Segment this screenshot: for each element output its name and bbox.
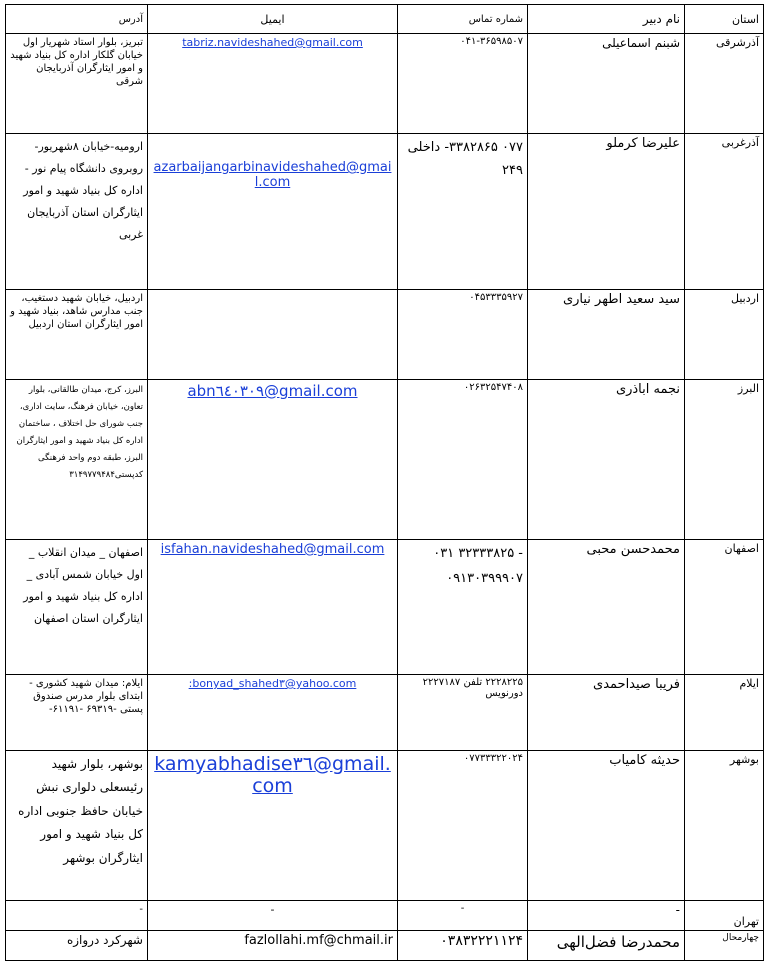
email-cell [148,34,398,134]
table-row [6,751,764,901]
email-cell [148,751,398,901]
phone-cell: ۰۲۶۳۲۵۴۷۴۰۸ [398,380,528,540]
province-cell: تهران [685,901,764,931]
email-cell [148,290,398,380]
phone-cell: ۰۷۷ ۳۳۸۲۸۶۵- داخلی ۲۴۹ [398,134,528,290]
director-cell: علیرضا کرملو [528,134,685,290]
province-cell: اصفهان [685,540,764,675]
header-row [6,5,764,34]
phone-cell: - [398,901,528,931]
email-link[interactable]: kamyabhadise٣٦@gmail.com [154,753,391,797]
address-cell: ایلام: میدان شهید کشوری - ابتدای بلوار مدرس صندوق پستی -۶۹۳۱۹ -۶۱۱۹۱- [6,675,148,751]
province-cell: ایلام [685,675,764,751]
phone-cell: ۲۲۲۸۲۲۵ تلفن ۲۲۲۷۱۸۷ دورنویس [398,675,528,751]
header-email: ایمیل [148,5,398,34]
province-cell: آذرشرقی [685,34,764,134]
director-cell: شبنم اسماعیلی [528,34,685,134]
email-text: fazlollahi.mf@chmail.ir [244,933,393,948]
province-cell: چهارمحال [685,931,764,961]
email-cell [148,675,398,751]
phone-cell: ۰۷۷۳۳۳۲۲۰۲۴ [398,751,528,901]
address-cell: البرز، کرج، میدان طالقانی، بلوار تعاون، خیابان فرهنگ، سایت اداری، جنب شورای حل اختلاف ، ساختمان اداره کل بنیاد شهید و امور ایثارگران البرز، طبقه دوم واحد فرهنگی کدپستی۳۱۴۹۷۷۹۴۸۴ [6,380,148,540]
header-province: استان [685,5,764,34]
address-cell: اردبیل، خیابان شهید دستغیب، جنب مدارس شاهد، بنیاد شهید و امور ایثارگران استان اردبیل [6,290,148,380]
header-phone: شماره تماس [398,5,528,34]
phone-cell: - ۳۲۳۳۳۸۲۵ ۰۳۱ ۰۹۱۳۰۳۹۹۹۰۷ [398,540,528,675]
email-cell [148,540,398,675]
email-cell [148,134,398,290]
phone-cell: ۰۴۵۳۳۳۵۹۲۷ [398,290,528,380]
director-cell: نجمه اباذری [528,380,685,540]
email-cell [148,931,398,961]
email-link[interactable]: abn٦٤٠٣٠٩@gmail.com [187,382,358,400]
director-cell: حدیثه کامیاب [528,751,685,901]
province-cell: آذرغربی [685,134,764,290]
table-row [6,675,764,751]
phone-cell: ۰۳۸۳۲۲۲۱۱۲۴ [398,931,528,961]
email-cell: - [148,901,398,931]
header-address: آدرس [6,5,148,34]
email-cell [148,380,398,540]
table-row [6,540,764,675]
address-cell: تبریز، بلوار استاد شهریار اول خیابان گلکار اداره کل بنیاد شهید و امور ایثارگران آذربایجان شرقی [6,34,148,134]
director-cell: محمدرضا فضل‌الهی [528,931,685,961]
phone-cell: ۰۴۱-۳۶۵۹۸۵۰۷ [398,34,528,134]
table-row [6,34,764,134]
address-cell: بوشهر، بلوار شهید رئیسعلی دلواری نبش خیابان حافظ جنوبی اداره کل بنیاد شهید و امور ایثارگران بوشهر [6,751,148,901]
table-row [6,134,764,290]
table-row [6,380,764,540]
director-cell: فریبا صیداحمدی [528,675,685,751]
header-director: نام دبیر [528,5,685,34]
province-cell: البرز [685,380,764,540]
table-row [6,901,764,931]
director-cell: سید سعید اطهر نیاری [528,290,685,380]
contacts-table [5,4,764,961]
table-row [6,931,764,961]
address-cell: شهرکرد دروازه [6,931,148,961]
address-cell: ارومیه-خیابان ۸شهریور-روبروی دانشگاه پیام نور - اداره کل بنیاد شهید و امور ایثارگران استان آذربایجان غربی [6,134,148,290]
email-link[interactable]: tabriz.navideshahed@gmail.com [182,36,363,49]
director-cell: محمدحسن محبی [528,540,685,675]
address-cell: - [6,901,148,931]
director-cell: - [528,901,685,931]
email-link[interactable]: isfahan.navideshahed@gmail.com [160,542,385,557]
province-cell: بوشهر [685,751,764,901]
address-cell: اصفهان _ میدان انقلاب _ اول خیابان شمس آبادی _ اداره کل بنیاد شهید و امور ایثارگران استان اصفهان [6,540,148,675]
table-row [6,290,764,380]
email-link[interactable]: azarbaijangarbinavideshahed@gmail.com [153,160,392,190]
province-cell: اردبیل [685,290,764,380]
email-link[interactable]: :bonyad_shahed٣@yahoo.com [188,677,357,690]
